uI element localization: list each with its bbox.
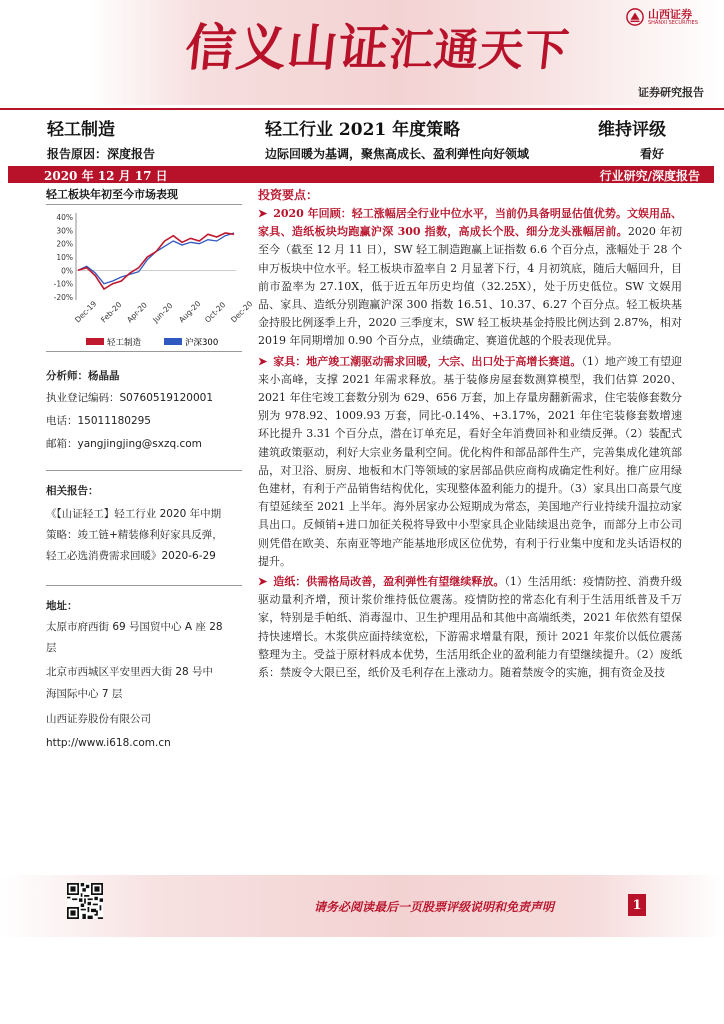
- x-tick-label: Dec-20: [229, 299, 255, 325]
- slogan: 信义山证汇通天下: [182, 19, 572, 77]
- related-title: 相关报告：: [46, 485, 99, 497]
- series-hs300-line: [78, 233, 234, 284]
- y-tick-label: -10%: [53, 279, 73, 289]
- address-line: 海国际中心 7 层: [46, 688, 123, 700]
- report-subtitle: 边际回暖为基调，聚焦高成长、盈利弹性向好领域: [265, 147, 530, 161]
- address-line: 太原市府西街 69 号国贸中心 A 座 28: [46, 621, 223, 633]
- legend-light-industry: 轻工制造: [107, 338, 142, 348]
- y-tick-label: 30%: [56, 226, 73, 236]
- report-title: 轻工行业 2021 年度策略: [265, 120, 461, 140]
- legend-swatch-hs300: [164, 338, 182, 345]
- x-tick-label: Dec-19: [73, 299, 99, 325]
- bullet-arrow-icon: ➤: [258, 575, 268, 589]
- title-row: [0, 108, 724, 140]
- market-chart: [46, 204, 255, 352]
- legend-hs300: 沪深300: [185, 338, 219, 348]
- y-tick-label: 0%: [61, 266, 73, 276]
- left-column: [46, 186, 246, 202]
- company-name: 山西证券股份有限公司: [46, 713, 151, 725]
- address-line: 北京市西城区平安里西大街 28 号中: [46, 666, 214, 678]
- key-points: [258, 186, 682, 682]
- bullet-arrow-icon: ➤: [258, 354, 268, 368]
- paragraph-paper: ➤ 造纸：供需格局改善，盈利弹性有望继续释放。（1）生活用纸：疫情防控、消费升级驱动量利齐增，预计浆价维持低位震荡。疫情防控的常态化有利于生活用纸普及千万家，特别是手帕纸、消毒湿巾、卫生护理用品和其他中高端纸类，2021 年依然有望保持快速增长。木浆供应面持续宽松，下游需求增量有限，预计 2021 年浆价以低位震荡整理为主。受益于原材料成本优势，生活用纸企业的盈利能力有望继续提升。（2）废纸系：禁废令大限已至，纸价及毛利存在上涨动力。随着禁废令的实施，拥有资金及技: [258, 575, 683, 680]
- y-tick-label: -20%: [53, 293, 73, 302]
- logo-subtext: SHANXI SECURITIES: [648, 19, 698, 26]
- page-number: 1: [628, 894, 646, 916]
- report-type: 行业研究/深度报告: [599, 169, 700, 183]
- chart-title: 轻工板块年初至今市场表现: [46, 188, 178, 201]
- paragraph-2020-review: ➤ 2020 年回顾：轻工涨幅居全行业中位水平，当前仍具备明显估值优势。文娱用品、家具、造纸板块均跑赢沪深 300 指数，高成长个股、细分龙头涨幅居前。2020 年初至今（截至 12 月 11 日），SW 轻工制造跑赢上证指数 6.6 个百分点，涨幅处于 28 个申万板块中位水平。轻工板块市盈率自 2 月显著下行，4 月初筑底，随后大幅回升，目前市盈率为 27.10X，低于近五年历史均值（32.25X），处于历史低位。SW 文娱用品、家具、造纸分别跑赢沪深 300 指数 16.51、10.37、6.27 个百分点。轻工板块基金持股比例逐季上升，2020 三季度末，SW 轻工板块基金持股比例达到 2.87%，相对 2019 年同期增加 0.90 个百分点，业绩确定、赛道优越的个股表现优异。: [258, 207, 682, 348]
- x-tick-label: Apr-20: [125, 300, 149, 325]
- key-points-title: 投资要点：: [258, 188, 319, 202]
- x-tick-label: Oct-20: [203, 300, 228, 325]
- analyst-phone: 电话：15011180295: [46, 415, 151, 427]
- related-report-line[interactable]: 策略：竣工链+精装修利好家具反弹，: [46, 529, 223, 541]
- qr-code-icon: [67, 883, 103, 919]
- related-report-line[interactable]: 轻工必选消费需求回暖》2020-6-29: [46, 550, 216, 562]
- divider: [46, 585, 242, 586]
- divider: [46, 470, 242, 471]
- company-logo: [626, 6, 718, 28]
- paragraph-furniture: ➤ 家具：地产竣工潮驱动需求回暖，大宗、出口处于高增长赛道。（1）地产竣工有望迎来小高峰，支撑 2021 年需求释放。基于装修房屋套数测算模型，我们估算 2020、2021 年住宅竣工套数分别为 629、656 万套，加上存量房翻新需求，住宅装修套数分别为 978.92、1009.93 万套，同比-0.14%、+3.17%，2021 年住宅装修套数增速环比提升 3.31 个百分点，潜在订单充足，看好全年消费回补和业绩反弹。（2）装配式建筑政策驱动，利好大宗业务量利空间。优化构件和部品部件生产，完善集成化建筑部品，对卫浴、厨房、地板和木门等领域的家居部品供应商构成确定性利好。推广应用绿色建材，有利于产品销售结构优化，实现整体盈利能力的提升。（3）家具出口高景气度有望延续至 2021 上半年。海外居家办公短期成为常态，美国地产行业持续升温拉动家具出口。反倾销+进口加征关税将导致中小型家具企业陆续退出竞争，而部分上市公司则凭借在欧美、东南亚等地产能基地形成区位优势，有利于行业集中度和龙头话语权的提升。: [258, 354, 683, 568]
- industry-name: 轻工制造: [47, 120, 115, 140]
- company-website[interactable]: http://www.i618.com.cn: [46, 737, 171, 749]
- bullet-arrow-icon: ➤: [258, 207, 268, 220]
- outlook: 看好: [640, 147, 665, 161]
- logo-text: 山西证券: [648, 7, 692, 21]
- series-label: 证券研究报告: [638, 86, 704, 99]
- x-tick-label: Feb-20: [99, 299, 124, 325]
- analyst-license: 执业登记编码：S0760519120001: [46, 392, 214, 404]
- analyst-name: 分析师：杨晶晶: [46, 370, 120, 382]
- logo-icon: [626, 8, 644, 26]
- date-bar: [8, 166, 714, 183]
- address-title: 地址：: [46, 600, 78, 612]
- y-tick-label: 20%: [56, 239, 73, 249]
- market-chart-svg: [46, 205, 255, 353]
- y-tick-label: 40%: [56, 213, 73, 222]
- related-report-line[interactable]: 《【山证轻工】轻工行业 2020 年中期: [46, 508, 222, 520]
- y-tick-label: 10%: [56, 253, 73, 262]
- address-line: 层: [46, 642, 57, 654]
- x-tick-label: Aug-20: [177, 299, 203, 325]
- x-tick-label: Jun-20: [151, 301, 175, 325]
- rating: 维持评级: [598, 120, 666, 140]
- report-reason: 报告原因：深度报告: [47, 147, 156, 161]
- analyst-email[interactable]: 邮箱：yangjingjing@sxzq.com: [46, 438, 202, 450]
- report-date: 2020 年 12 月 17 日: [44, 169, 168, 183]
- legend-swatch-light-industry: [86, 338, 104, 345]
- disclaimer[interactable]: 请务必阅读最后一页股票评级说明和免责声明: [314, 900, 555, 914]
